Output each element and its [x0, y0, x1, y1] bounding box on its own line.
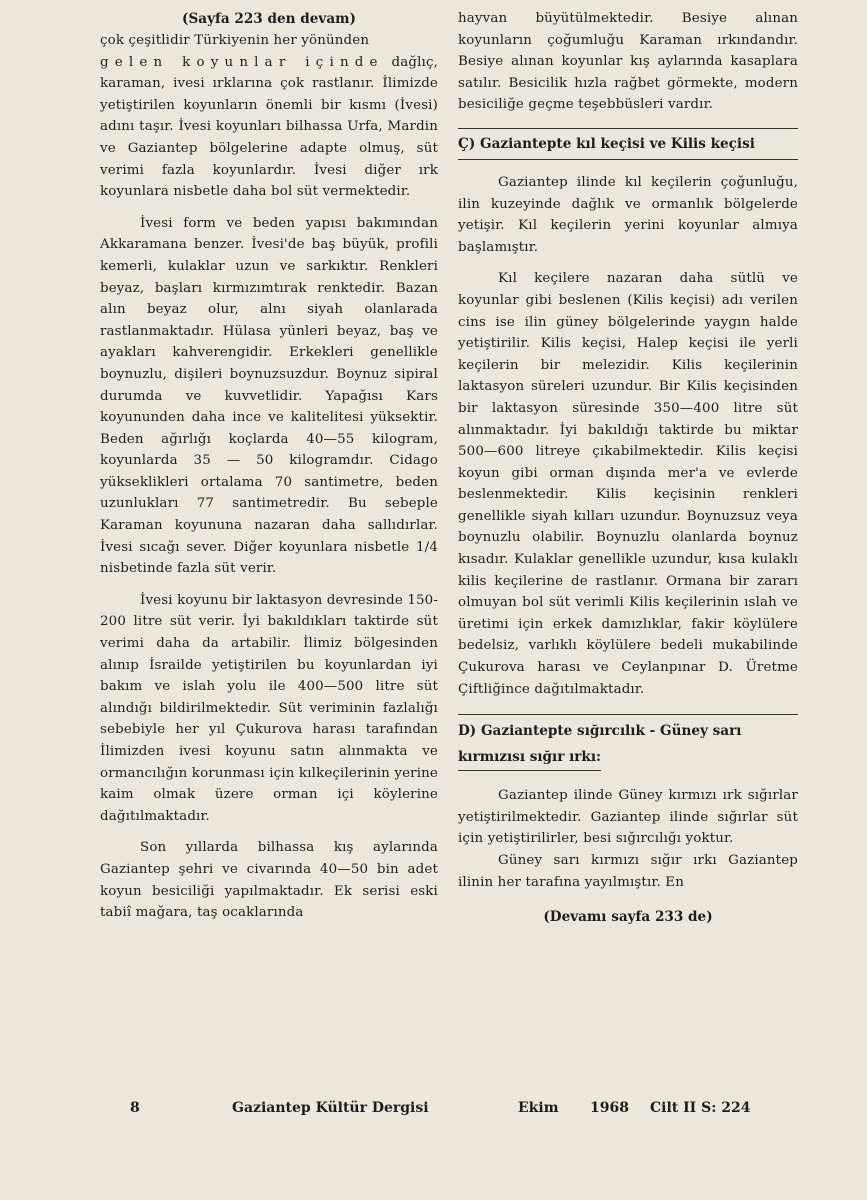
issue-year: 1968 [590, 1100, 629, 1116]
issue-month: Ekim [518, 1100, 559, 1116]
continued-from-note: (Sayfa 223 den devam) [182, 11, 356, 27]
section-c-para-1: Gaziantep ilinde kıl keçilerin çoğunluğu, ilin kuzeyinde dağlık ve ormanlık bölgelerde yetişir. Kıl keçilerin yerini koyunlar almıya başlamıştır. [458, 174, 798, 255]
right-column [458, 8, 798, 925]
left-para-3: İvesi koyunu bir laktasyon devresinde 150-200 litre süt verir. İyi bakıldıkları taktirde süt verimi daha da artabilir. İlimiz bölgesinden alınıp İsrailde yetiştirilen bu koyunlardan iyi bakım ve islah yolu ile 400—500 litre süt alındığı bildirilmektedir. Süt veriminin fazlalığı sebebiyle her yıl Çukurova harası tarafından İlimizden ivesi koyunu satın alınmakta ve ormancılığın korunması için kılkeçilerinin yerine kaim olmak üzere orman içi köylerine dağıtılmaktadır. [100, 592, 438, 824]
left-para-1 [100, 30, 438, 203]
left-para-2: İvesi form ve beden yapısı bakımından Akkaramana benzer. İvesi'de baş büyük, profili kemerli, kulaklar uzun ve sarkıktır. Renkleri beyaz, başları kırmızımtırak renktedir. Bazan alın beyaz olur, alnı siyah olanlarada rastlanmaktadır. Hülasa yünleri beyaz, baş ve ayakları kahverengidir. Erkekleri genellikle boynuzlu, dişileri boynuzsuzdur. Boynuz sipiral durumda ve kuvvetlidir. Yapağısı Kars koyununden daha ince ve kalitelitesi yüksektir. Beden ağırlığı koçlarda 40—55 kilogram, koyunlarda 35 — 50 kilogramdır. Cidago yükseklikleri ortalama 70 santimetre, beden uzunlukları 77 santimetredir. Bu sebeple Karaman koyununa nazaran daha sallıdırlar. İvesi sıcağı sever. Diğer koyunlara nisbetle 1/4 nisbetinde fazla süt verir. [100, 215, 438, 577]
section-c-para-2: Kıl keçilere nazaran daha sütlü ve koyunlar gibi beslenen (Kilis keçisi) adı verilen cins ise ilin güney bölgelerinde yaygın halde yetiştirilir. Kilis keçisi, Halep keçisi ile yerli keçilerin bir melezidir. Kilis keçilerinin laktasyon süreleri uzundur. Bir Kilis keçisinden bir laktasyon süresinde 350—400 litre süt alınmaktadır. İyi bakıldığı taktirde bu miktar 500—600 litreye çıkabilmektedir. Kilis keçisi koyun gibi orman dışında mer'a ve evlerde beslenmektedir. Kilis keçisinin renkleri genellikle siyah kılları uzundur. Boynuzsuz veya boynuzlu olabilir. Boynuzlu olanlarda boynuz kısadır. Kulaklar genellikle uzundur, kısa kulaklı kilis keçilerine de rastlanır. Ormana bir zararı olmuyan bol süt verimli Kilis keçilerinin ıslah ve üretimi için erkek damızlıklar, fakir köylülere bedelsiz, varlıklı köylülere bedeli mukabilinde Çukurova harası ve Ceylanpınar D. Üretme Çiftliğince dağıtılmaktadır. [458, 271, 798, 697]
section-d-heading-line-1: D) Gaziantepte sığırcılık - Güney sarı [458, 714, 798, 744]
section-d-para-1: Gaziantep ilinde Güney kırmızı ırk sığırlar yetiştirilmektedir. Gaziantep ilinde sığırlar süt için yetiştirilirler, besi sığırcılığı yoktur. [458, 788, 798, 847]
section-d-heading [458, 714, 798, 771]
left-para-1-first-line: çok çeşitlidir Türkiyenin her yönünden [100, 33, 370, 48]
left-column [100, 8, 438, 924]
section-c-heading: Ç) Gaziantepte kıl keçisi ve Kilis keçisi [458, 128, 798, 160]
section-d-para-2: Güney sarı kırmızı sığır ırkı Gaziantep ilinin her tarafına yayılmıştır. En [458, 853, 798, 890]
left-para-4: Son yıllarda bilhassa kış aylarında Gaziantep şehri ve civarında 40—50 bin adet koyun besiciliği yapılmaktadır. Ek serisi eski tabiî mağara, taş ocaklarında [100, 840, 438, 921]
continued-to-note: (Devamı sayfa 233 de) [543, 909, 713, 926]
left-para-1-rest: dağlıç, karaman, ivesi ırklarına çok rastlanır. İlimizde yetiştirilen koyunların önemli bir kısmı (İvesi) adını taşır. İvesi koyunları bilhassa Urfa, Mardin ve Gaziantep bölgelerine adapte olmuş, süt verimi fazla koyunlardır. İvesi diğer ırk koyunlara nisbetle daha bol süt vermektedir. [100, 54, 438, 200]
volume-issue: Cilt II S: 224 [650, 1100, 751, 1116]
section-d-heading-line-2: kırmızısı sığır ırkı: [458, 744, 601, 771]
left-para-1-spaced-line: gelen koyunlar içinde [100, 54, 384, 70]
right-para-top: hayvan büyütülmektedir. Besiye alınan koyunların çoğumluğu Karaman ırkındandır. Besiye alınan koyunlar kış aylarında kasaplara satılır. Besicilik hızla rağbet görmekte, modern besiciliğe geçme teşebbüsleri vardır. [458, 11, 798, 113]
page-number: 8 [130, 1100, 140, 1116]
magazine-name: Gaziantep Kültür Dergisi [232, 1100, 429, 1116]
